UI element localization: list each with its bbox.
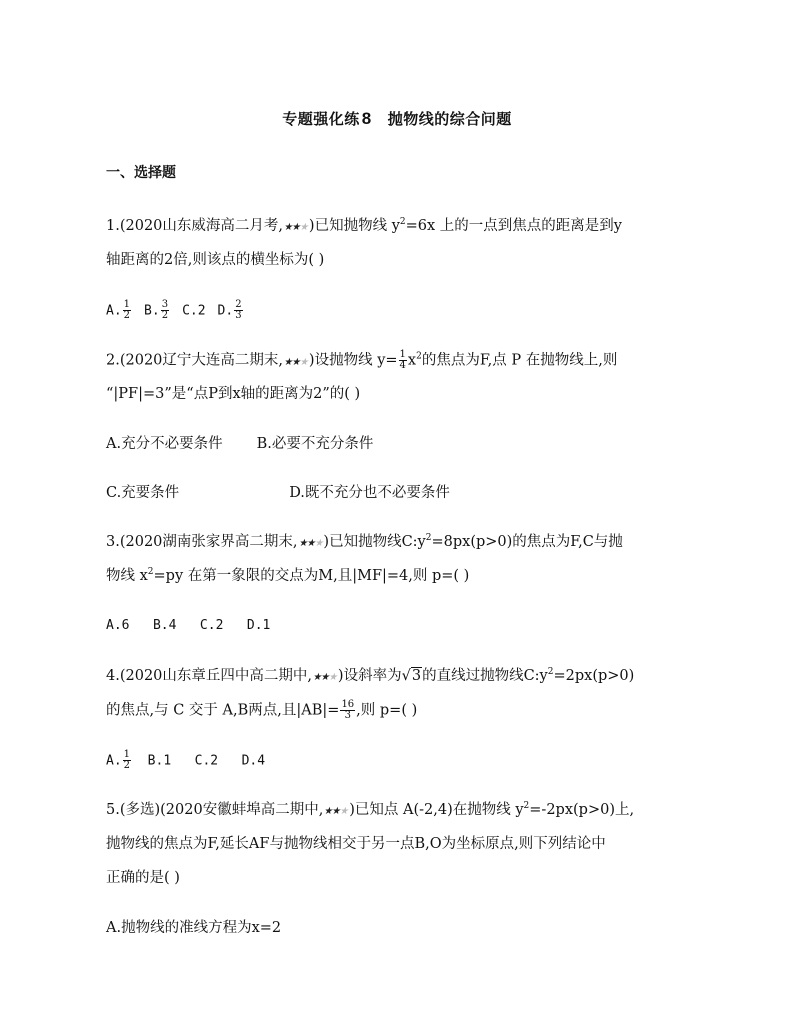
q4-line1: 4.(2020山东章丘四中高二期中,★★★)设斜率为√3的直线过抛物线$C:y^2=2px(p>0)$ xyxy=(106,666,634,688)
section-heading: 一、选择题 xyxy=(106,165,176,181)
q2-options-cd: C.充要条件 D.既不充分也不必要条件 xyxy=(106,485,450,501)
q5-line1: 5.(多选)(2020安徽蚌埠高二期中,★★★)已知点 A(-2,4)在抛物线 $y^2=-2px(p>0)$上, xyxy=(106,800,634,822)
page-title xyxy=(0,108,794,129)
q2-options-ab: A.充分不必要条件 B.必要不充分条件 xyxy=(106,436,374,452)
q4-options: A. $\frac{1}{2}$ B.1 C.2 D.4 xyxy=(106,749,266,771)
difficulty-stars-icon: ★★★ xyxy=(297,538,325,549)
q1-line2: 轴距离的2倍,则该点的横坐标为( ) xyxy=(106,252,325,268)
difficulty-stars-icon: ★★★ xyxy=(282,222,310,233)
q3-line1: 3.(2020湖南张家界高二期末,★★★)已知抛物线$C:y^2=8px(p>0)$的焦点为F,C与抛 xyxy=(106,532,623,554)
q3-line2: 物线 $x^2=py$ 在第一象限的交点为M,且|MF|=4,则 p=( ) xyxy=(106,567,470,584)
q2-line2: “|PF|=3”是“点P到x轴的距离为2”的( ) xyxy=(106,386,361,402)
frac-one-half: $\frac{1}{2}$ xyxy=(123,749,131,771)
title-number: 8 xyxy=(361,109,372,128)
frac-one-half: $\frac{1}{2}$ xyxy=(123,299,131,321)
q3-options: A.6 B.4 C.2 D.1 xyxy=(106,618,271,633)
title-part1: 专题强化练 xyxy=(282,110,360,128)
difficulty-stars-icon: ★★★ xyxy=(282,356,310,368)
q5-option-a: A.抛物线的准线方程为x=2 xyxy=(106,920,282,936)
title-part2: 抛物线的综合问题 xyxy=(387,110,512,128)
q5-line2: 抛物线的焦点为F,延长AF与抛物线相交于另一点B,O为坐标原点,则下列结论中 xyxy=(106,836,606,852)
frac-three-halves: $\frac{3}{2}$ xyxy=(161,299,169,321)
frac-sixteen-thirds: $\frac{16}{3}$ xyxy=(341,699,355,721)
difficulty-stars-icon: ★★★ xyxy=(311,672,339,683)
q1-options: A. $\frac{1}{2}$ B. $\frac{3}{2}$ C.2 D. $\frac{2}{3}$ xyxy=(106,299,242,321)
q5-line3: 正确的是( ) xyxy=(106,870,180,886)
q2-line1: 2.(2020辽宁大连高二期末,★★★)设抛物线 y= $\frac{1}{4}$ $x^2$的焦点为F,点 P 在抛物线上,则 xyxy=(106,349,618,371)
q1-line1: 1.(2020山东威海高二月考,★★★)已知抛物线 $y^2=6x$ 上的一点到焦点的距离是到y xyxy=(106,216,622,238)
frac-one-quarter: $\frac{1}{4}$ xyxy=(399,349,406,371)
difficulty-stars-icon: ★★★ xyxy=(322,806,350,817)
frac-two-thirds: $\frac{2}{3}$ xyxy=(235,299,242,321)
q4-line2: 的焦点,与 C 交于 A,B两点,且|AB|= $\frac{16}{3}$ ,则 p=( ) xyxy=(106,699,418,721)
sqrt-three: √3 xyxy=(401,668,422,684)
